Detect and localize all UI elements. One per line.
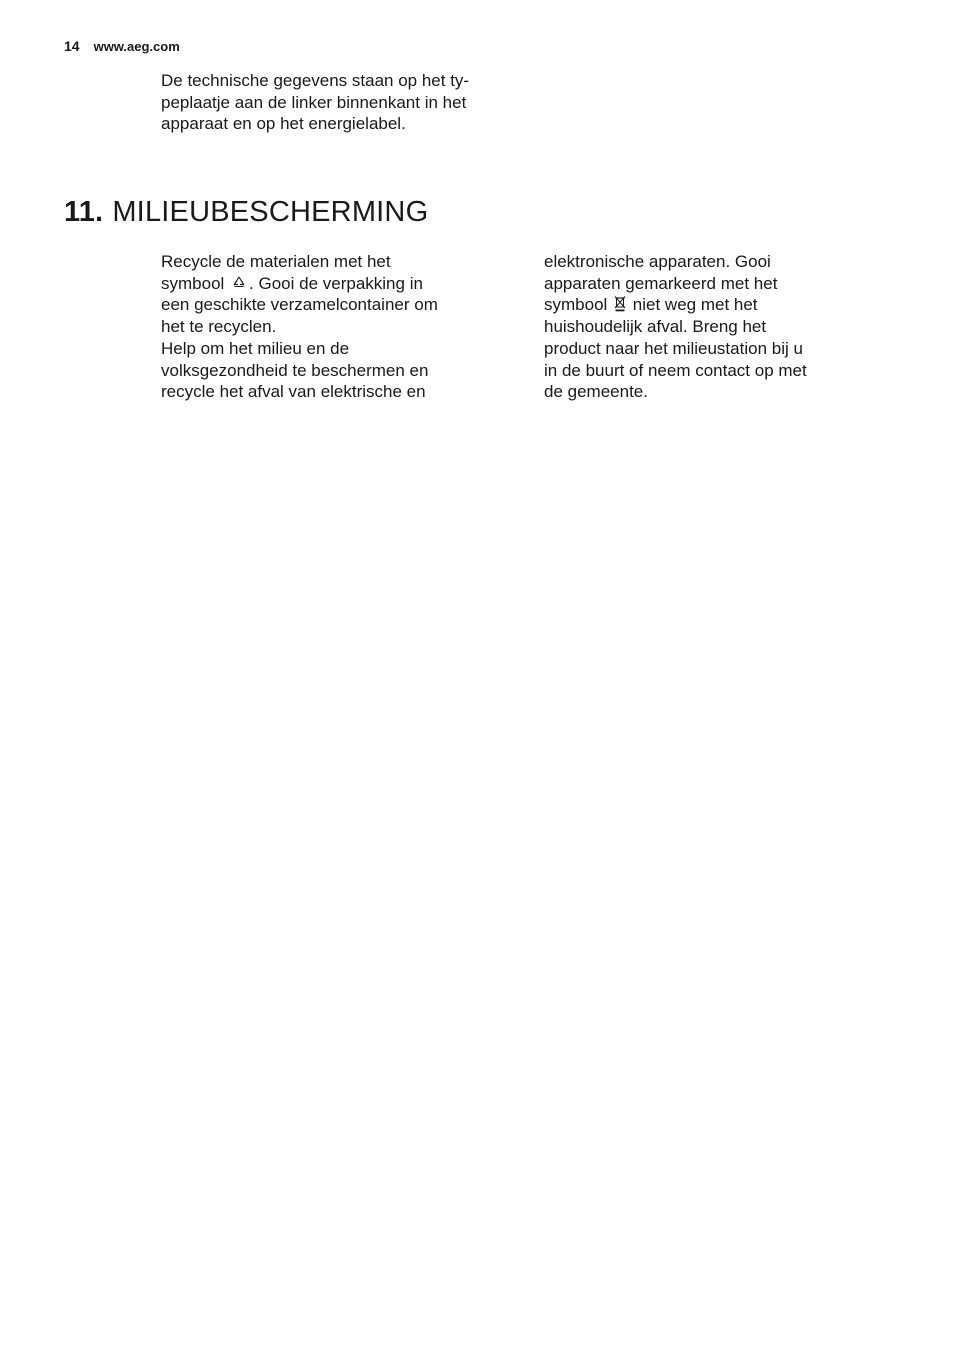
text-line: recycle het afval van elektrische en (161, 382, 426, 402)
intro-paragraph (161, 70, 521, 135)
page-number: 14 (64, 38, 80, 54)
intro-line: peplaatje aan de linker binnenkant in het (161, 92, 467, 112)
text-line: volksgezondheid te beschermen en (161, 360, 429, 380)
intro-line: De technische gegevens staan op het ty- (161, 71, 470, 90)
section-title: MILIEUBESCHERMING (112, 196, 429, 228)
text-line: een geschikte verzamelcontainer om (161, 295, 438, 315)
text-line: in de buurt of neem contact op met (544, 360, 807, 380)
text-fragment: symbool (544, 295, 608, 315)
text-line: huishoudelijk afval. Breng het (544, 317, 767, 337)
website-url: www.aeg.com (93, 39, 180, 54)
text-line (161, 273, 491, 295)
page-header (64, 38, 180, 54)
text-fragment: symbool (161, 273, 225, 293)
section-number: 11. (64, 196, 104, 228)
left-column-text (161, 251, 491, 403)
text-line: product naar het milieustation bij u (544, 338, 803, 358)
text-fragment: . Gooi de verpakking in (249, 273, 423, 293)
text-line (544, 294, 874, 316)
crossed-out-wheelie-bin-icon (614, 295, 626, 312)
right-column-text (544, 251, 874, 403)
text-line: de gemeente. (544, 382, 648, 402)
text-line: elektronische apparaten. Gooi (544, 252, 771, 271)
text-line: apparaten gemarkeerd met het (544, 273, 778, 293)
recycle-icon (231, 275, 247, 291)
text-line: het te recyclen. (161, 317, 277, 337)
intro-line: apparaat en op het energielabel. (161, 114, 406, 134)
text-fragment: niet weg met het (632, 295, 758, 315)
text-line: Recycle de materialen met het (161, 252, 391, 271)
section-heading (64, 196, 428, 229)
text-line: Help om het milieu en de (161, 338, 350, 358)
